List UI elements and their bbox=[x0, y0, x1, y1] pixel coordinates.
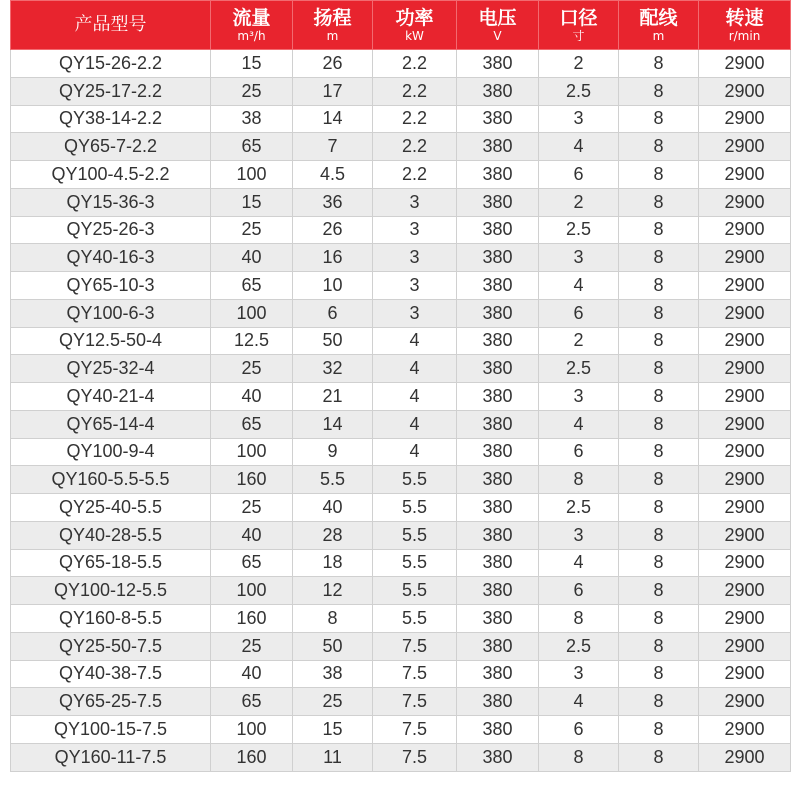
cell-flow: 25 bbox=[211, 355, 293, 383]
cell-caliber: 8 bbox=[539, 743, 619, 771]
table-row bbox=[11, 716, 791, 744]
table-row bbox=[11, 438, 791, 466]
cell-speed: 2900 bbox=[699, 688, 791, 716]
header-voltage bbox=[457, 1, 539, 50]
cell-head: 5.5 bbox=[293, 466, 373, 494]
cell-speed: 2900 bbox=[699, 272, 791, 300]
cell-power: 4 bbox=[373, 355, 457, 383]
cell-model: QY100-12-5.5 bbox=[11, 577, 211, 605]
header-title: 扬程 bbox=[313, 6, 352, 29]
cell-caliber: 6 bbox=[539, 438, 619, 466]
header-unit: m bbox=[652, 28, 665, 43]
header-model bbox=[11, 1, 211, 50]
cell-voltage: 380 bbox=[457, 188, 539, 216]
cell-caliber: 4 bbox=[539, 688, 619, 716]
cell-cable: 8 bbox=[619, 660, 699, 688]
cell-power: 7.5 bbox=[373, 632, 457, 660]
cell-voltage: 380 bbox=[457, 466, 539, 494]
cell-head: 4.5 bbox=[293, 161, 373, 189]
header-unit: m bbox=[326, 28, 339, 43]
table-row bbox=[11, 466, 791, 494]
cell-cable: 8 bbox=[619, 410, 699, 438]
cell-power: 7.5 bbox=[373, 743, 457, 771]
cell-model: QY25-40-5.5 bbox=[11, 494, 211, 522]
cell-voltage: 380 bbox=[457, 438, 539, 466]
table-row bbox=[11, 299, 791, 327]
cell-voltage: 380 bbox=[457, 133, 539, 161]
header-unit: r/min bbox=[728, 28, 761, 43]
header-speed bbox=[699, 1, 791, 50]
cell-power: 4 bbox=[373, 410, 457, 438]
cell-flow: 100 bbox=[211, 299, 293, 327]
cell-cable: 8 bbox=[619, 77, 699, 105]
header-title: 产品型号 bbox=[74, 14, 147, 35]
cell-head: 12 bbox=[293, 577, 373, 605]
cell-head: 50 bbox=[293, 632, 373, 660]
cell-caliber: 6 bbox=[539, 161, 619, 189]
cell-speed: 2900 bbox=[699, 577, 791, 605]
table-row bbox=[11, 50, 791, 78]
cell-flow: 160 bbox=[211, 743, 293, 771]
cell-power: 4 bbox=[373, 327, 457, 355]
cell-head: 26 bbox=[293, 50, 373, 78]
cell-model: QY25-26-3 bbox=[11, 216, 211, 244]
cell-cable: 8 bbox=[619, 688, 699, 716]
cell-voltage: 380 bbox=[457, 50, 539, 78]
cell-power: 5.5 bbox=[373, 521, 457, 549]
cell-flow: 160 bbox=[211, 605, 293, 633]
cell-cable: 8 bbox=[619, 605, 699, 633]
cell-voltage: 380 bbox=[457, 521, 539, 549]
cell-flow: 25 bbox=[211, 632, 293, 660]
cell-model: QY65-18-5.5 bbox=[11, 549, 211, 577]
cell-head: 9 bbox=[293, 438, 373, 466]
cell-speed: 2900 bbox=[699, 466, 791, 494]
cell-flow: 38 bbox=[211, 105, 293, 133]
cell-flow: 40 bbox=[211, 244, 293, 272]
table-row bbox=[11, 105, 791, 133]
cell-speed: 2900 bbox=[699, 383, 791, 411]
cell-caliber: 6 bbox=[539, 577, 619, 605]
header-row bbox=[11, 1, 791, 50]
cell-speed: 2900 bbox=[699, 327, 791, 355]
cell-flow: 160 bbox=[211, 466, 293, 494]
cell-head: 14 bbox=[293, 410, 373, 438]
cell-voltage: 380 bbox=[457, 688, 539, 716]
cell-caliber: 3 bbox=[539, 105, 619, 133]
cell-speed: 2900 bbox=[699, 438, 791, 466]
cell-cable: 8 bbox=[619, 632, 699, 660]
cell-cable: 8 bbox=[619, 272, 699, 300]
cell-power: 3 bbox=[373, 188, 457, 216]
header-title: 转速 bbox=[725, 6, 764, 29]
table-row bbox=[11, 327, 791, 355]
cell-voltage: 380 bbox=[457, 299, 539, 327]
cell-head: 17 bbox=[293, 77, 373, 105]
cell-power: 3 bbox=[373, 272, 457, 300]
cell-head: 10 bbox=[293, 272, 373, 300]
cell-caliber: 3 bbox=[539, 660, 619, 688]
cell-cable: 8 bbox=[619, 466, 699, 494]
cell-flow: 65 bbox=[211, 688, 293, 716]
cell-flow: 15 bbox=[211, 50, 293, 78]
cell-speed: 2900 bbox=[699, 244, 791, 272]
cell-caliber: 4 bbox=[539, 272, 619, 300]
cell-caliber: 3 bbox=[539, 244, 619, 272]
pump-spec-table bbox=[10, 0, 791, 772]
cell-caliber: 2.5 bbox=[539, 216, 619, 244]
cell-voltage: 380 bbox=[457, 577, 539, 605]
cell-flow: 65 bbox=[211, 272, 293, 300]
cell-model: QY15-36-3 bbox=[11, 188, 211, 216]
cell-model: QY15-26-2.2 bbox=[11, 50, 211, 78]
cell-cable: 8 bbox=[619, 133, 699, 161]
table-row bbox=[11, 383, 791, 411]
cell-voltage: 380 bbox=[457, 327, 539, 355]
cell-head: 6 bbox=[293, 299, 373, 327]
cell-caliber: 2.5 bbox=[539, 355, 619, 383]
cell-head: 25 bbox=[293, 688, 373, 716]
cell-power: 3 bbox=[373, 244, 457, 272]
cell-head: 21 bbox=[293, 383, 373, 411]
cell-speed: 2900 bbox=[699, 355, 791, 383]
cell-caliber: 3 bbox=[539, 383, 619, 411]
cell-head: 28 bbox=[293, 521, 373, 549]
cell-head: 40 bbox=[293, 494, 373, 522]
table-row bbox=[11, 632, 791, 660]
header-title: 电压 bbox=[478, 6, 517, 29]
cell-speed: 2900 bbox=[699, 743, 791, 771]
cell-voltage: 380 bbox=[457, 244, 539, 272]
table-row bbox=[11, 605, 791, 633]
cell-speed: 2900 bbox=[699, 521, 791, 549]
cell-model: QY160-11-7.5 bbox=[11, 743, 211, 771]
cell-flow: 12.5 bbox=[211, 327, 293, 355]
cell-speed: 2900 bbox=[699, 660, 791, 688]
cell-speed: 2900 bbox=[699, 494, 791, 522]
cell-voltage: 380 bbox=[457, 716, 539, 744]
cell-power: 7.5 bbox=[373, 688, 457, 716]
cell-caliber: 2 bbox=[539, 327, 619, 355]
cell-power: 7.5 bbox=[373, 716, 457, 744]
cell-cable: 8 bbox=[619, 105, 699, 133]
cell-caliber: 2.5 bbox=[539, 632, 619, 660]
table-row bbox=[11, 743, 791, 771]
cell-head: 11 bbox=[293, 743, 373, 771]
cell-model: QY40-16-3 bbox=[11, 244, 211, 272]
cell-voltage: 380 bbox=[457, 272, 539, 300]
header-unit: V bbox=[493, 28, 502, 43]
cell-cable: 8 bbox=[619, 383, 699, 411]
cell-model: QY100-6-3 bbox=[11, 299, 211, 327]
table-row bbox=[11, 188, 791, 216]
cell-power: 5.5 bbox=[373, 577, 457, 605]
cell-voltage: 380 bbox=[457, 216, 539, 244]
cell-power: 3 bbox=[373, 216, 457, 244]
cell-model: QY65-7-2.2 bbox=[11, 133, 211, 161]
cell-power: 5.5 bbox=[373, 494, 457, 522]
cell-speed: 2900 bbox=[699, 299, 791, 327]
header-flow bbox=[211, 1, 293, 50]
table-row bbox=[11, 133, 791, 161]
cell-voltage: 380 bbox=[457, 605, 539, 633]
header-title: 配线 bbox=[639, 6, 678, 29]
cell-power: 5.5 bbox=[373, 605, 457, 633]
cell-power: 2.2 bbox=[373, 50, 457, 78]
cell-head: 50 bbox=[293, 327, 373, 355]
cell-cable: 8 bbox=[619, 355, 699, 383]
cell-speed: 2900 bbox=[699, 50, 791, 78]
table-row bbox=[11, 660, 791, 688]
cell-speed: 2900 bbox=[699, 632, 791, 660]
cell-cable: 8 bbox=[619, 577, 699, 605]
cell-cable: 8 bbox=[619, 244, 699, 272]
header-cable bbox=[619, 1, 699, 50]
cell-speed: 2900 bbox=[699, 133, 791, 161]
cell-power: 5.5 bbox=[373, 549, 457, 577]
table-row bbox=[11, 77, 791, 105]
cell-caliber: 2.5 bbox=[539, 77, 619, 105]
cell-model: QY65-14-4 bbox=[11, 410, 211, 438]
cell-power: 2.2 bbox=[373, 161, 457, 189]
cell-caliber: 3 bbox=[539, 521, 619, 549]
table-row bbox=[11, 521, 791, 549]
cell-flow: 25 bbox=[211, 494, 293, 522]
cell-model: QY40-38-7.5 bbox=[11, 660, 211, 688]
cell-power: 4 bbox=[373, 438, 457, 466]
cell-model: QY40-21-4 bbox=[11, 383, 211, 411]
cell-head: 38 bbox=[293, 660, 373, 688]
cell-voltage: 380 bbox=[457, 743, 539, 771]
header-unit: kW bbox=[405, 28, 424, 43]
cell-flow: 65 bbox=[211, 133, 293, 161]
cell-power: 4 bbox=[373, 383, 457, 411]
cell-flow: 65 bbox=[211, 410, 293, 438]
cell-cable: 8 bbox=[619, 494, 699, 522]
cell-speed: 2900 bbox=[699, 216, 791, 244]
cell-flow: 100 bbox=[211, 161, 293, 189]
cell-model: QY25-17-2.2 bbox=[11, 77, 211, 105]
cell-voltage: 380 bbox=[457, 77, 539, 105]
cell-head: 36 bbox=[293, 188, 373, 216]
table-row bbox=[11, 244, 791, 272]
table-row bbox=[11, 494, 791, 522]
header-title: 流量 bbox=[232, 6, 271, 29]
cell-model: QY160-5.5-5.5 bbox=[11, 466, 211, 494]
cell-caliber: 6 bbox=[539, 299, 619, 327]
header-head bbox=[293, 1, 373, 50]
cell-model: QY100-9-4 bbox=[11, 438, 211, 466]
cell-model: QY25-50-7.5 bbox=[11, 632, 211, 660]
cell-flow: 100 bbox=[211, 716, 293, 744]
table-row bbox=[11, 161, 791, 189]
cell-voltage: 380 bbox=[457, 383, 539, 411]
cell-caliber: 4 bbox=[539, 549, 619, 577]
cell-caliber: 4 bbox=[539, 410, 619, 438]
table-row bbox=[11, 272, 791, 300]
cell-voltage: 380 bbox=[457, 105, 539, 133]
cell-head: 26 bbox=[293, 216, 373, 244]
cell-caliber: 2 bbox=[539, 50, 619, 78]
header-title: 功率 bbox=[395, 6, 434, 29]
cell-caliber: 6 bbox=[539, 716, 619, 744]
cell-flow: 40 bbox=[211, 521, 293, 549]
header-unit: m³/h bbox=[237, 28, 266, 43]
cell-model: QY100-15-7.5 bbox=[11, 716, 211, 744]
cell-caliber: 4 bbox=[539, 133, 619, 161]
cell-speed: 2900 bbox=[699, 410, 791, 438]
cell-speed: 2900 bbox=[699, 161, 791, 189]
cell-model: QY65-10-3 bbox=[11, 272, 211, 300]
cell-speed: 2900 bbox=[699, 549, 791, 577]
cell-cable: 8 bbox=[619, 327, 699, 355]
cell-speed: 2900 bbox=[699, 716, 791, 744]
cell-cable: 8 bbox=[619, 521, 699, 549]
table-row bbox=[11, 410, 791, 438]
cell-power: 2.2 bbox=[373, 77, 457, 105]
cell-speed: 2900 bbox=[699, 105, 791, 133]
cell-voltage: 380 bbox=[457, 410, 539, 438]
cell-flow: 40 bbox=[211, 383, 293, 411]
cell-voltage: 380 bbox=[457, 549, 539, 577]
cell-voltage: 380 bbox=[457, 660, 539, 688]
table-body bbox=[11, 50, 791, 772]
cell-voltage: 380 bbox=[457, 355, 539, 383]
cell-model: QY12.5-50-4 bbox=[11, 327, 211, 355]
cell-head: 18 bbox=[293, 549, 373, 577]
cell-speed: 2900 bbox=[699, 605, 791, 633]
cell-cable: 8 bbox=[619, 438, 699, 466]
header-power bbox=[373, 1, 457, 50]
cell-cable: 8 bbox=[619, 161, 699, 189]
cell-head: 16 bbox=[293, 244, 373, 272]
cell-voltage: 380 bbox=[457, 494, 539, 522]
cell-power: 3 bbox=[373, 299, 457, 327]
cell-flow: 15 bbox=[211, 188, 293, 216]
cell-caliber: 8 bbox=[539, 605, 619, 633]
cell-cable: 8 bbox=[619, 216, 699, 244]
cell-cable: 8 bbox=[619, 743, 699, 771]
cell-cable: 8 bbox=[619, 716, 699, 744]
cell-caliber: 2 bbox=[539, 188, 619, 216]
cell-head: 15 bbox=[293, 716, 373, 744]
cell-flow: 25 bbox=[211, 77, 293, 105]
cell-flow: 25 bbox=[211, 216, 293, 244]
cell-head: 7 bbox=[293, 133, 373, 161]
table-row bbox=[11, 216, 791, 244]
cell-flow: 65 bbox=[211, 549, 293, 577]
cell-model: QY25-32-4 bbox=[11, 355, 211, 383]
cell-model: QY65-25-7.5 bbox=[11, 688, 211, 716]
cell-head: 32 bbox=[293, 355, 373, 383]
table-row bbox=[11, 688, 791, 716]
table-row bbox=[11, 355, 791, 383]
cell-speed: 2900 bbox=[699, 77, 791, 105]
cell-model: QY160-8-5.5 bbox=[11, 605, 211, 633]
header-unit: 寸 bbox=[572, 28, 585, 43]
cell-caliber: 2.5 bbox=[539, 494, 619, 522]
cell-model: QY40-28-5.5 bbox=[11, 521, 211, 549]
cell-flow: 40 bbox=[211, 660, 293, 688]
cell-head: 14 bbox=[293, 105, 373, 133]
cell-voltage: 380 bbox=[457, 161, 539, 189]
cell-speed: 2900 bbox=[699, 188, 791, 216]
cell-flow: 100 bbox=[211, 577, 293, 605]
cell-power: 5.5 bbox=[373, 466, 457, 494]
cell-power: 2.2 bbox=[373, 105, 457, 133]
header-caliber bbox=[539, 1, 619, 50]
header-title: 口径 bbox=[559, 6, 598, 29]
cell-caliber: 8 bbox=[539, 466, 619, 494]
spec-table-container bbox=[10, 0, 790, 772]
table-row bbox=[11, 549, 791, 577]
cell-cable: 8 bbox=[619, 188, 699, 216]
cell-cable: 8 bbox=[619, 50, 699, 78]
cell-cable: 8 bbox=[619, 549, 699, 577]
cell-head: 8 bbox=[293, 605, 373, 633]
cell-power: 2.2 bbox=[373, 133, 457, 161]
table-row bbox=[11, 577, 791, 605]
table-header bbox=[11, 1, 791, 50]
cell-power: 7.5 bbox=[373, 660, 457, 688]
cell-flow: 100 bbox=[211, 438, 293, 466]
cell-model: QY38-14-2.2 bbox=[11, 105, 211, 133]
cell-model: QY100-4.5-2.2 bbox=[11, 161, 211, 189]
cell-cable: 8 bbox=[619, 299, 699, 327]
cell-voltage: 380 bbox=[457, 632, 539, 660]
